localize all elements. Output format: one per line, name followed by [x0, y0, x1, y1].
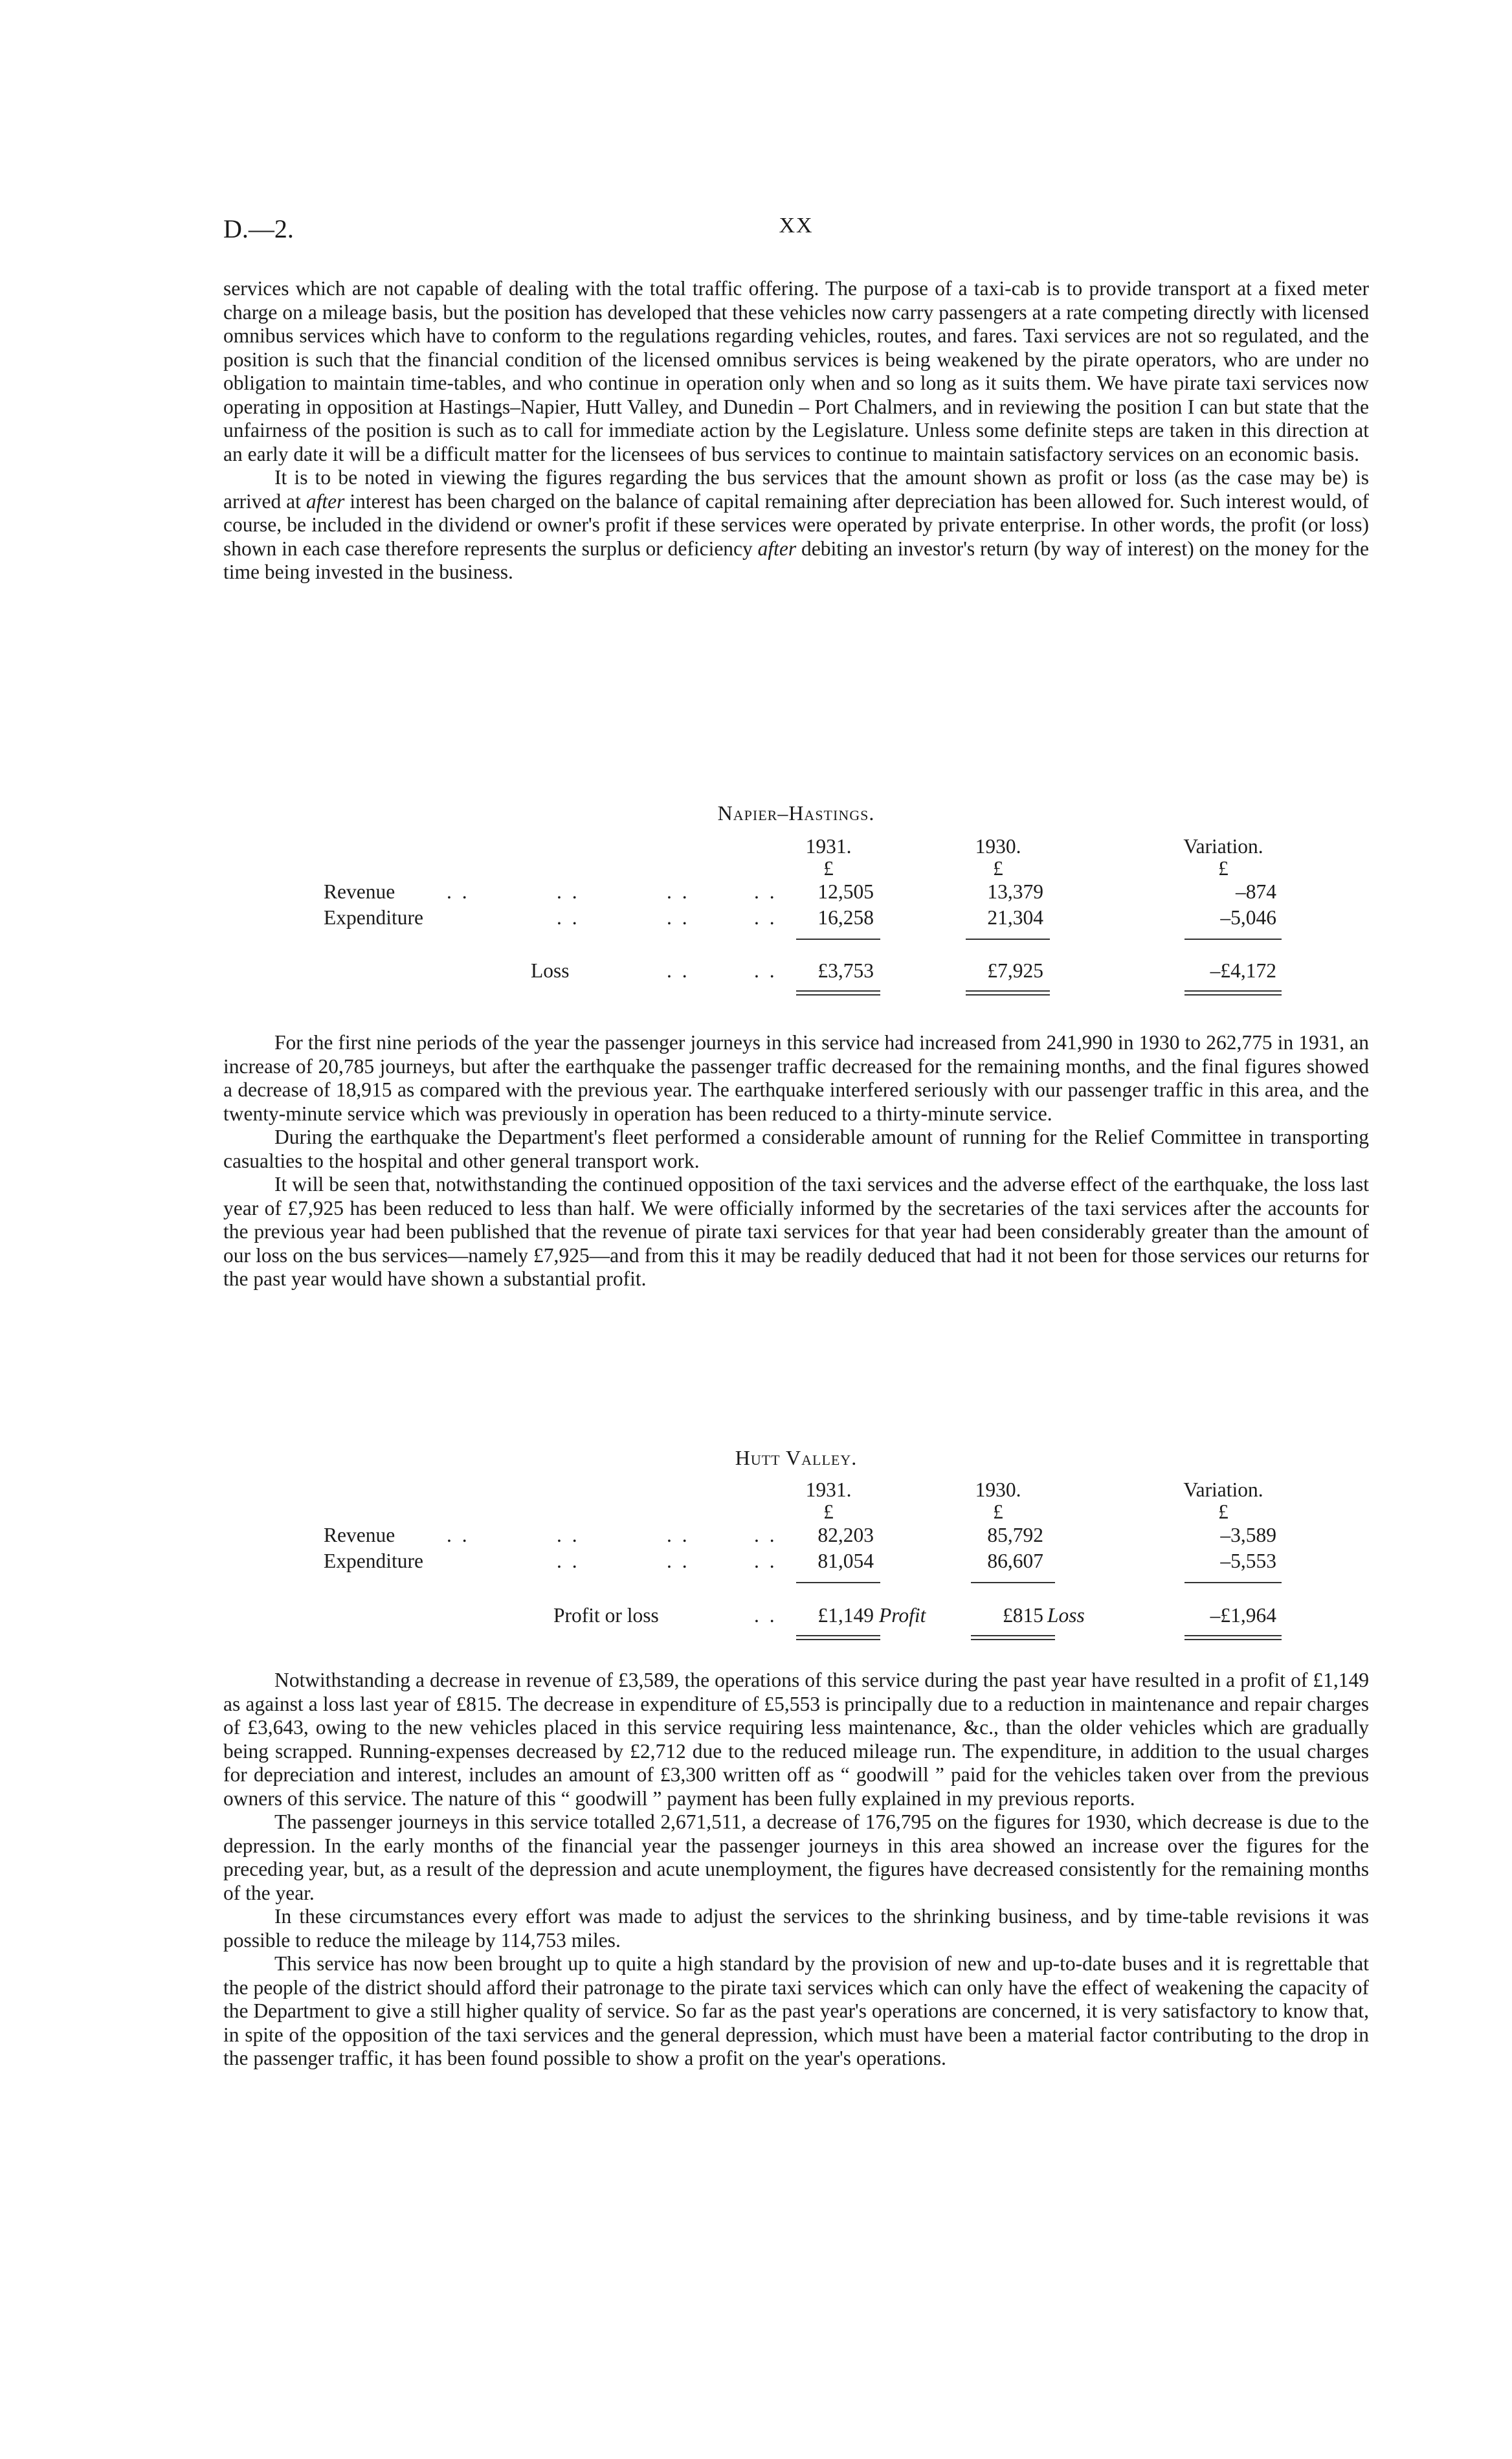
napier-table: 1931. 1930. Variation. £ £ £ Revenue . . . . . . . . 12,505 13,379 –874 Expenditure . . . . . . 16,258 21,304 –5,046 Loss . . . . £3,753 £7,925 –£4,172 [324, 835, 1269, 1016]
paragraph: Notwithstanding a decrease in revenue of £3,589, the operations of this service during the past year have resulted in a profit of £1,149 as against a loss last year of £815. The decrease in expenditure of £5,553 is principally due to a reduction in maintenance and repair charges of £3,643, owing to the new vehicles placed in this service requiring less maintenance, &c., than the older vehicles which are gradually being scrapped. Running-expenses decreased by £2,712 due to the reduced mileage run. The expenditure, in addition to the usual charges for depreciation and interest, includes an amount of £3,300 written off as “ goodwill ” paid for the vehicles taken over from the previous owners of this service. The nature of this “ goodwill ” payment has been fully explained in my previous reports. [223, 1669, 1369, 1810]
rule [1184, 939, 1282, 940]
page-header [223, 214, 1369, 252]
paragraph: This service has now been brought up to quite a high standard by the provision of new and up-to-date buses and it is regrettable that the people of the district should afford their patronage to the pirate taxi services which can only have the effect of weakening the capacity of the Department to give a still higher quality of service. So far as the past year's operations are concerned, it is very satisfactory to know that, in spite of the opposition of the taxi services and the general depression, which must have been a material factor contributing to the drop in the passenger traffic, it has been found possible to show a profit on the year's operations. [223, 1952, 1369, 2069]
row-label-expenditure: Expenditure [324, 1550, 423, 1572]
hutt-table: 1931. 1930. Variation. £ £ £ Revenue . . . . . . . . 82,203 85,792 –3,589 Expenditure . . . . . . 81,054 86,607 –5,553 Profit or loss . . £1,149 Profit £815 Loss –£1,964 [324, 1478, 1269, 1660]
rule [796, 1582, 880, 1583]
paragraph: It will be seen that, notwithstanding the continued opposition of the taxi services and the adverse effect of the earthquake, the loss last year of £7,925 has been reduced to less than half. We were officially informed by the secretaries of the taxi services after the accounts for the previous year had been published that the revenue of pirate taxi services for that year had been considerably greater than the amount of our loss on the bus services—namely £7,925—and from this it may be readily deduced that had it not been for those services our returns for the past year would have shown a substantial profit. [223, 1173, 1369, 1290]
paragraph: In these circumstances every effort was made to adjust the services to the shrinking business, and by time-table revisions it was possible to reduce the mileage by 114,753 miles. [223, 1905, 1369, 1952]
rule [1184, 1582, 1282, 1583]
unit-1931: £ [823, 857, 834, 880]
unit-variation: £ [1218, 857, 1228, 880]
expenditure-1931: 16,258 [817, 906, 874, 929]
hutt-section [223, 1669, 1369, 2071]
double-rule [1184, 1635, 1282, 1640]
col-variation-header: Variation. [1183, 835, 1263, 858]
row-label-revenue: Revenue [324, 1524, 395, 1546]
loss-1931: £3,753 [817, 959, 874, 982]
document-id: D.—2. [223, 214, 294, 243]
revenue-variation: –3,589 [1220, 1524, 1276, 1546]
paragraph: During the earthquake the Department's fleet performed a considerable amount of running for the Relief Committee in transporting casualties to the hospital and other general transport work. [223, 1126, 1369, 1172]
interest-note-paragraph: It is to be noted in viewing the figures regarding the bus services that the amount shown as profit or loss (as the case may be) is arrived at after interest has been charged on the balance of capital remaining after depreciation has been allowed for. Such interest would, of course, be included in the dividend or owner's profit if these services were operated by private enterprise. In other words, the profit (or loss) shown in each case therefore represents the surplus or deficiency after debiting an investor's return (by way of interest) on the money for the time being invested in the business. [223, 466, 1369, 583]
unit-1930: £ [993, 1500, 1003, 1523]
paragraph: services which are not capable of dealing with the total traffic offering. The purpose of a taxi-cab is to provide transport at a fixed meter charge on a mileage basis, but the position has developed that these vehicles now carry passengers at a rate competing directly with licensed omnibus services which have to conform to the regulations regarding vehicles, routes, and fares. Taxi services are not so regulated, and the position is such that the financial condition of the licensed omnibus services is being weakened by the pirate operators, who are under no obligation to maintain time-tables, and who continue in operation only when and so long as it suits them. We have pirate taxi services now operating in opposition at Hastings–Napier, Hutt Valley, and Dunedin – Port Chalmers, and in reviewing the position I can but state that the unfairness of the position is such as to call for immediate action by the Legislature. Unless some definite steps are taken in this direction at an early date it will be a difficult matter for the licensees of bus services to continue to maintain satisfactory services on an economic basis. [223, 277, 1369, 465]
expenditure-variation: –5,553 [1220, 1550, 1276, 1572]
loss-variation: –£4,172 [1210, 959, 1276, 982]
rule [966, 939, 1050, 940]
loss-1930: £815 [1003, 1604, 1043, 1627]
unit-1931: £ [823, 1500, 834, 1523]
col-variation-header: Variation. [1183, 1478, 1263, 1501]
total-variation: –£1,964 [1210, 1604, 1276, 1627]
double-rule [971, 1635, 1055, 1640]
revenue-1930: 85,792 [987, 1524, 1043, 1546]
napier-section [223, 1031, 1369, 1291]
expenditure-1931: 81,054 [817, 1550, 874, 1572]
rule [971, 1582, 1055, 1583]
revenue-1931: 12,505 [817, 880, 874, 903]
paragraph: The passenger journeys in this service totalled 2,671,511, a decrease of 176,795 on the figures for 1930, which decrease is due to the depression. In the early months of the financial year the passenger journeys in this area showed an increase over the figures for the preceding year, but, as a result of the depression and acute unemployment, the figures have decreased consistently for the remaining months of the year. [223, 1810, 1369, 1904]
col-1930-header: 1930. [975, 835, 1021, 858]
expenditure-variation: –5,046 [1220, 906, 1276, 929]
profit-tag: Profit [879, 1604, 926, 1627]
double-rule [796, 1635, 880, 1640]
col-1930-header: 1930. [975, 1478, 1021, 1501]
double-rule [966, 990, 1050, 996]
intro-section [223, 277, 1369, 584]
revenue-1931: 82,203 [817, 1524, 874, 1546]
paragraph: For the first nine periods of the year the passenger journeys in this service had increased from 241,990 in 1930 to 262,775 in 1931, an increase of 20,785 journeys, but after the earthquake the passenger traffic decreased for the remaining months, and the final figures showed a decrease of 18,915 as compared with the previous year. The earthquake interfered seriously with our passenger traffic in this area, and the twenty-minute service which was previously in operation has been reduced to a thirty-minute service. [223, 1031, 1369, 1125]
napier-table-title: Napier–Hastings. [717, 801, 875, 825]
col-1931-header: 1931. [805, 835, 852, 858]
row-label-loss: Loss [531, 959, 570, 982]
row-label-profit-or-loss: Profit or loss [553, 1604, 659, 1627]
double-rule [796, 990, 880, 996]
profit-1931: £1,149 [817, 1604, 874, 1627]
expenditure-1930: 86,607 [987, 1550, 1043, 1572]
unit-1930: £ [993, 857, 1003, 880]
expenditure-1930: 21,304 [987, 906, 1043, 929]
double-rule [1184, 990, 1282, 996]
revenue-1930: 13,379 [987, 880, 1043, 903]
page-number: XX [779, 214, 814, 238]
revenue-variation: –874 [1236, 880, 1276, 903]
loss-1930: £7,925 [987, 959, 1043, 982]
col-1931-header: 1931. [805, 1478, 852, 1501]
rule [796, 939, 880, 940]
row-label-expenditure: Expenditure [324, 906, 423, 929]
loss-tag: Loss [1047, 1604, 1085, 1627]
row-label-revenue: Revenue [324, 880, 395, 903]
unit-variation: £ [1218, 1500, 1228, 1523]
hutt-table-title: Hutt Valley. [735, 1446, 858, 1469]
